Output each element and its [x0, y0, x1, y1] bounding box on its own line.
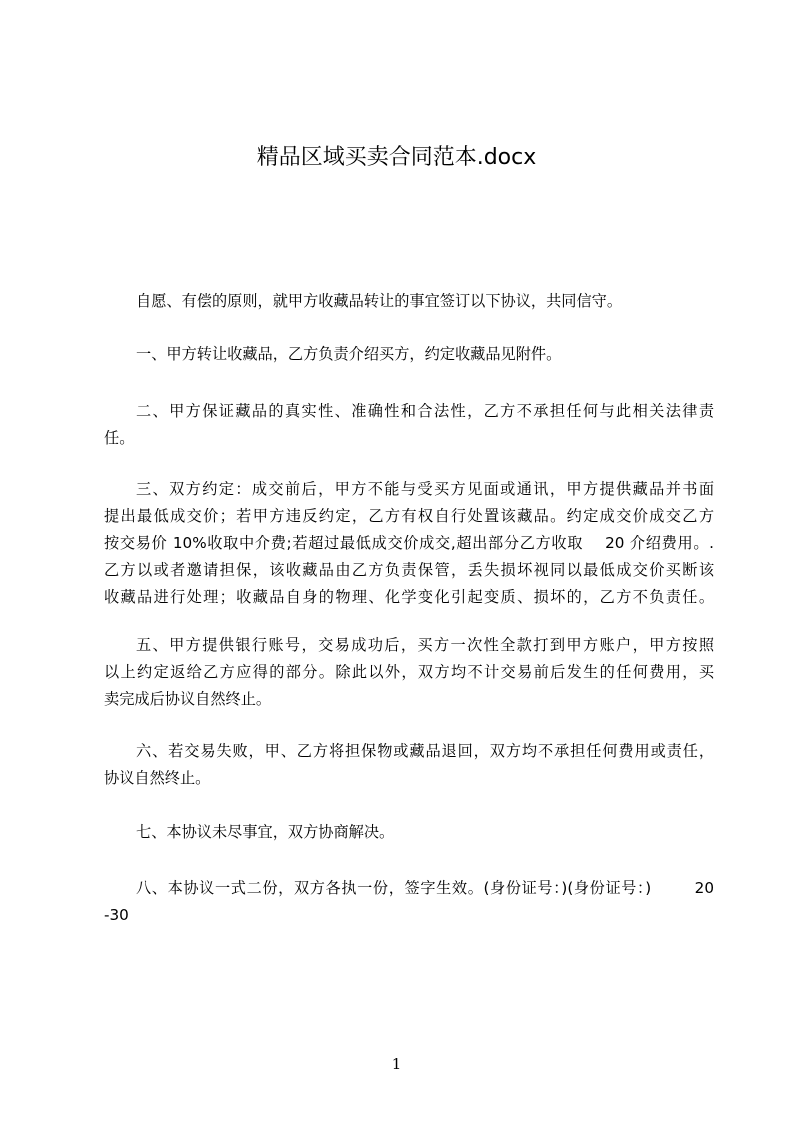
- paragraph-line: 按交易价 10%收取中介费;若超过最低成交价成交,超出部分乙方收取 20 介绍费用。.: [104, 534, 714, 552]
- paragraph-preamble: [104, 288, 714, 315]
- page-number: 1: [391, 1055, 402, 1073]
- paragraph-line: 五、甲方提供银行账号，交易成功后，买方一次性全款打到甲方账户，甲方按照: [136, 636, 714, 654]
- paragraph-clause-3: [104, 476, 714, 611]
- paragraph-line: 以上约定返给乙方应得的部分。除此以外，双方均不计交易前后发生的任何费用，买: [104, 663, 714, 681]
- paragraph-line: 七、本协议未尽事宜，双方协商解决。: [136, 823, 395, 841]
- paragraph-line: 三、双方约定：成交前后，甲方不能与受买方见面或通讯，甲方提供藏品并书面: [136, 480, 714, 498]
- paragraph-clause-6: [104, 738, 714, 792]
- paragraph-clause-7: [104, 819, 714, 846]
- paragraph-clause-2: [104, 398, 714, 452]
- paragraph-line: -30: [104, 906, 129, 924]
- paragraph-clause-8: [104, 875, 714, 929]
- paragraph-line: 提出最低成交价；若甲方违反约定，乙方有权自行处置该藏品。约定成交价成交乙方: [104, 507, 714, 525]
- paragraph-line: 协议自然终止。: [104, 769, 211, 787]
- paragraph-line: 六、若交易失败，甲、乙方将担保物或藏品退回，双方均不承担任何费用或责任，: [136, 742, 714, 760]
- paragraph-line: 收藏品进行处理；收藏品自身的物理、化学变化引起变质、损坏的，乙方不负责任。: [104, 588, 714, 606]
- paragraph-line: 二、甲方保证藏品的真实性、准确性和合法性，乙方不承担任何与此相关法律责: [136, 402, 714, 420]
- paragraph-line: 一、甲方转让收藏品，乙方负责介绍买方，约定收藏品见附件。: [136, 345, 562, 363]
- paragraph-clause-5: [104, 632, 714, 713]
- paragraph-line: 卖完成后协议自然终止。: [104, 690, 272, 708]
- paragraph-line: 任。: [104, 429, 135, 447]
- paragraph-clause-1: [104, 341, 714, 368]
- paragraph-line: 自愿、有偿的原则，就甲方收藏品转让的事宜签订以下协议，共同信守。: [136, 292, 622, 310]
- document-title: 精品区域买卖合同范本.docx: [256, 145, 537, 170]
- paragraph-line: 乙方以或者邀请担保，该收藏品由乙方负责保管，丢失损坏视同以最低成交价买断该: [104, 561, 714, 579]
- paragraph-line: 八、本协议一式二份，双方各执一份，签字生效。(身份证号：)(身份证号：) 20: [136, 879, 714, 897]
